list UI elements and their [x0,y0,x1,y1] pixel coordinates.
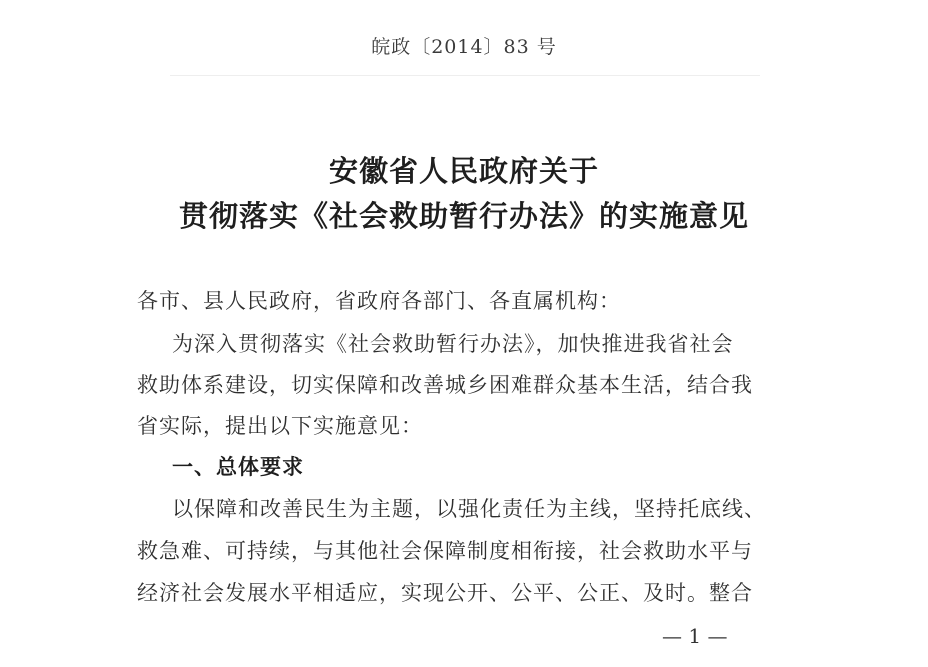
page-number: — 1 — [662,624,728,648]
header-divider [170,75,760,76]
intro-paragraph-line: 省实际，提出以下实施意见： [137,414,423,438]
intro-paragraph-line: 为深入贯彻落实《社会救助暂行办法》，加快推进我省社会 [172,332,734,356]
section-paragraph-line: 救急难、可持续，与其他社会保障制度相衔接，社会救助水平与 [137,539,753,563]
document-title-line-2: 贯彻落实《社会救助暂行办法》的实施意见 [178,199,749,233]
salutation: 各市、县人民政府，省政府各部门、各直属机构： [137,289,621,313]
intro-paragraph-line: 救助体系建设，切实保障和改善城乡困难群众基本生活，结合我 [137,373,753,397]
document-title-line-1: 安徽省人民政府关于 [328,154,599,188]
section-paragraph-line: 以保障和改善民生为主题，以强化责任为主线，坚持托底线、 [172,497,766,521]
section-heading: 一、总体要求 [172,455,304,479]
document-number: 皖政〔2014〕83 号 [371,36,557,58]
section-paragraph-line: 经济社会发展水平相适应，实现公开、公平、公正、及时。整合 [137,581,753,605]
